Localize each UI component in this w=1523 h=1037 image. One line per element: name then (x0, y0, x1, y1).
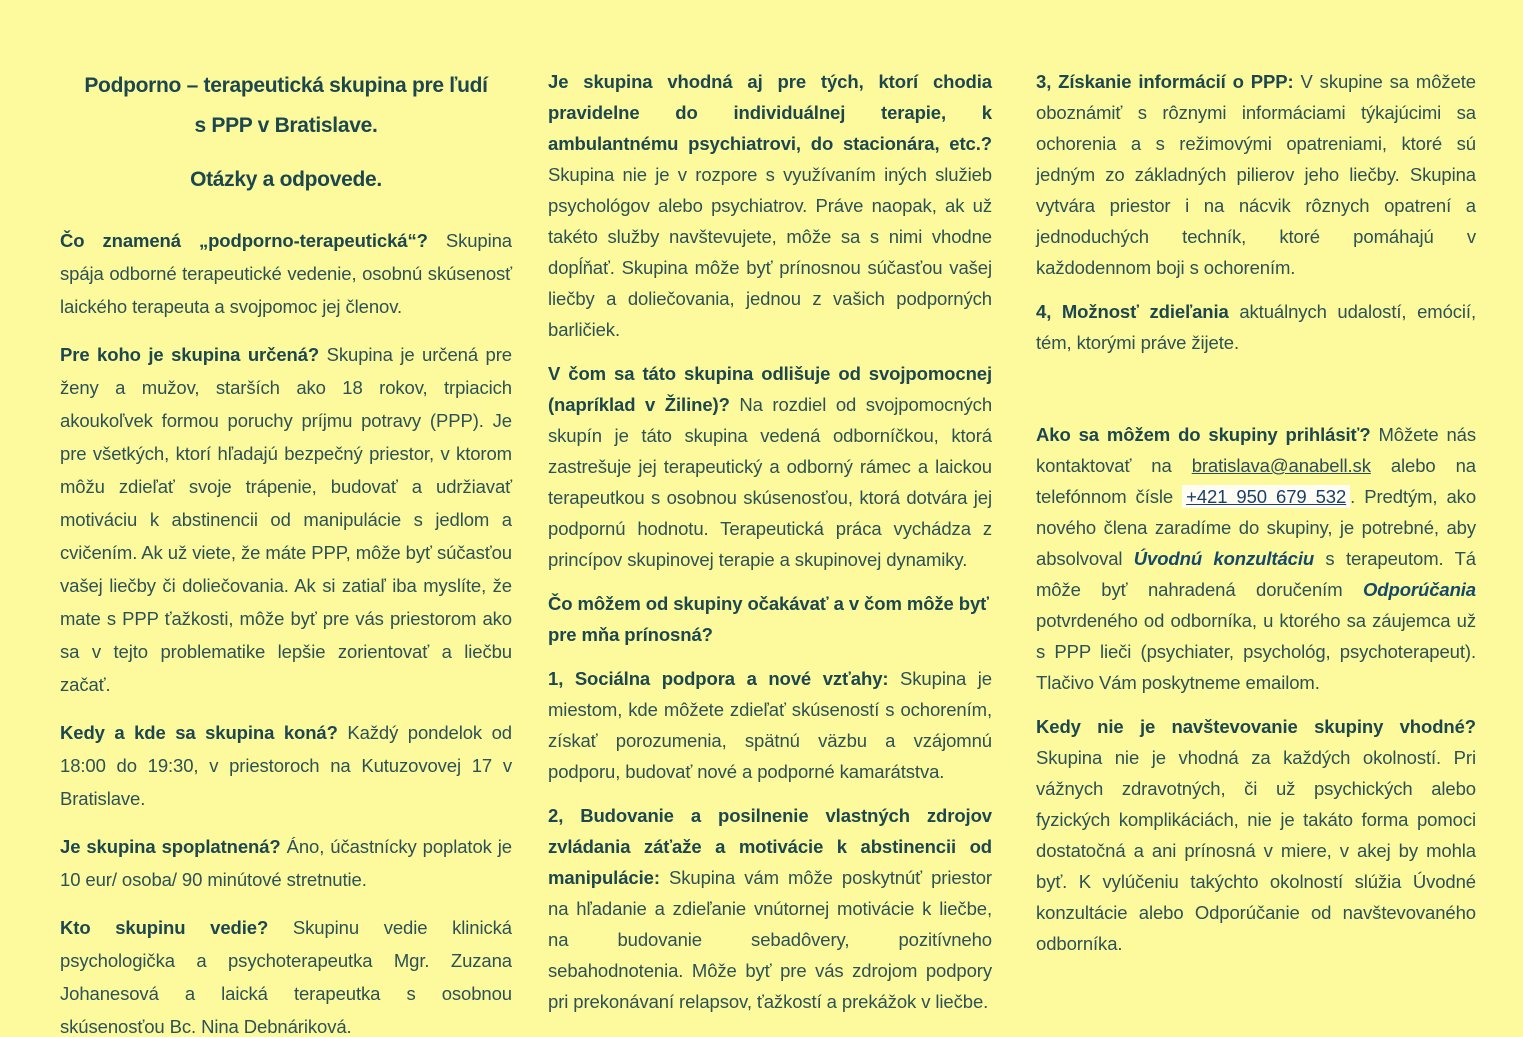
text-segment: Skupina je určená pre ženy a mužov, starších ako 18 rokov, trpiacich akoukoľvek formou poruchy príjmu potravy (PPP). Je pre všetkých, ktorí hľadajú bezpečný priestor, v ktorom môžu zdieľať svoje trápenie, budovať a udržiavať motiváciu k abstinencii od manipulácie s jedlom a cvičením. Ak už viete, že máte PPP, môže byť súčasťou vašej liečby či doliečovania. Ak si zatiaľ iba myslíte, že mate s PPP ťažkosti, môže byť pre vás priestorom ako sa v tejto problematike lepšie zorientovať a liečbu začať. (60, 344, 512, 695)
paragraph-what-means (60, 224, 512, 323)
question-lead: 2, Budovanie a posilnenie vlastných zdrojov zvládania záťaže a motivácie k abstinencii od manipulácie: (548, 805, 992, 888)
column-spacer (1036, 371, 1476, 419)
text-segment: . Predtým, ako nového člena zaradíme do skupiny, je potrebné, aby absolvoval (1036, 486, 1477, 569)
question-lead: 1, Sociálna podpora a nové vzťahy: (548, 668, 901, 689)
page-subtitle (60, 160, 512, 200)
question-lead: Je skupina vhodná aj pre tých, ktorí chodia pravidelne do individuálnej terapie, k ambulantnému psychiatrovi, do stacionára, etc.? (548, 71, 992, 154)
question-lead: Ako sa môžem do skupiny prihlásiť? (1036, 424, 1379, 445)
column-1 (60, 66, 512, 1037)
text-segment: Skupina nie je vhodná za každých okolností. Pri vážnych zdravotných, či už psychických alebo fyzických komplikáciách, nie je takáto forma pomoci dostatočná a ani prínosná v miere, v akej by mohla byť. K vylúčeniu takýchto okolností slúžia Úvodné konzultácie alebo Odporúčanie od navštevovaného odborníka. (1036, 747, 1476, 954)
text-segment: Skupinu vedie klinická psychologička a psychoterapeutka Mgr. Zuzana Johanesová a laická terapeutka s osobnou skúsenosťou Bc. Nina Debnáriková. (60, 917, 512, 1037)
paragraph-suitability (548, 66, 992, 345)
paragraph-for-whom (60, 338, 512, 701)
email-link[interactable]: bratislava@anabell.sk (1191, 455, 1371, 476)
question-lead: Čo znamená „podporno-terapeutická“? (60, 230, 446, 251)
paragraph-when-not-suitable (1036, 711, 1476, 959)
question-lead: V čom sa táto skupina odlišuje od svojpomocnej (napríklad v Žiline)? (548, 363, 992, 415)
question-lead: Pre koho je skupina určená? (60, 344, 327, 365)
paragraph-expectations-heading (548, 588, 992, 650)
text-segment: Skupina vám môže poskytnúť priestor na hľadanie a zdieľanie vnútornej motivácie k liečbe, na budovanie sebadôvery, pozitívneho sebahodnotenia. Môže byť pre vás zdrojom podpory pri prekonávaní relapsov, ťažkostí a prekážok v liečbe. (548, 867, 992, 1012)
text-segment: Odporúčania (1363, 579, 1476, 600)
question-lead: Čo môžem od skupiny očakávať a v čom môže byť pre mňa prínosná? (548, 593, 989, 645)
text-segment: Skupina nie je v rozpore s využívaním iných služieb psychológov alebo psychiatrov. Práve naopak, ak už takéto služby navštevujete, môže sa s nimi vhodne dopĺňať. Skupina môže byť prínosnou súčasťou vašej liečby a doliečovania, jednou z vašich podporných barličiek. (548, 164, 992, 340)
text-segment: Môžete nás kontaktovať na (1036, 424, 1477, 476)
paragraph-benefit-2 (548, 800, 992, 1017)
paragraph-who-leads (60, 911, 512, 1037)
paragraph-fee (60, 830, 512, 896)
question-lead: 4, Možnosť zdieľania (1036, 301, 1240, 322)
text-segment: Skupina je miestom, kde môžete zdieľať skúseností s ochorením, získať porozumenia, spätnú väzbu a vzájomnú podporu, budovať nové a podporné kamarátstva. (548, 668, 992, 782)
page-title-line: s PPP v Bratislave. (194, 114, 378, 137)
column-2 (548, 66, 992, 1030)
text-segment: Skupina spája odborné terapeutické vedenie, osobnú skúsenosť laického terapeuta a svojpomoc jej členov. (60, 230, 512, 317)
question-lead: Kedy a kde sa skupina koná? (60, 722, 348, 743)
question-lead: Je skupina spoplatnená? (60, 836, 287, 857)
text-segment: aktuálnych udalostí, emócií, tém, ktorými práve žijete. (1036, 301, 1476, 353)
page-title (60, 66, 512, 146)
paragraph-benefit-3 (1036, 66, 1476, 283)
paragraph-when-where (60, 716, 512, 815)
paragraph-benefit-1 (548, 663, 992, 787)
paragraph-benefit-4 (1036, 296, 1476, 358)
text-segment: Každý pondelok od 18:00 do 19:30, v priestoroch na Kutuzovovej 17 v Bratislave. (60, 722, 512, 809)
paragraph-how-to-register (1036, 419, 1476, 698)
columns-container (60, 66, 1477, 1037)
text-segment: potvrdeného od odborníka, u ktorého sa záujemca už s PPP lieči (psychiater, psychológ, psychoterapeut). Tlačivo Vám poskytneme emailom. (1036, 610, 1476, 693)
text-segment: s terapeutom. Tá môže byť nahradená doručením (1036, 548, 1476, 600)
text-segment: V skupine sa môžete oboznámiť s rôznymi informáciami týkajúcimi sa ochorenia a s režimovými opatreniami, ktoré sú jedným zo základných pilierov jeho liečby. Skupina vytvára priestor i na nácvik rôznych opatrení a jednoduchých techník, ktoré pomáhajú v každodennom boji s ochorením. (1036, 71, 1476, 278)
text-segment: Na rozdiel od svojpomocných skupín je táto skupina vedená odborníčkou, ktorá zastrešuje jej terapeutický a odborný rámec a laickou terapeutkou s osobnou skúsenosťou, ktorá dotvára jej podpornú hodnotu. Terapeutická práca vychádza z princípov skupinovej terapie a skupinovej dynamiky. (548, 394, 993, 570)
question-lead: Kto skupinu vedie? (60, 917, 293, 938)
page-subtitle-line: Otázky a odpovede. (190, 168, 382, 191)
paragraph-difference (548, 358, 992, 575)
text-segment: Úvodnú konzultáciu (1133, 548, 1315, 569)
question-lead: Kedy nie je navštevovanie skupiny vhodné? (1036, 716, 1476, 737)
page-title-line: Podporno – terapeutická skupina pre ľudí (84, 74, 488, 97)
text-segment: Áno, účastnícky poplatok je 10 eur/ osoba/ 90 minútové stretnutie. (60, 836, 512, 890)
question-lead: 3, Získanie informácií o PPP: (1036, 71, 1301, 92)
column-3 (1036, 66, 1476, 972)
text-segment: alebo na telefónnom čísle (1036, 455, 1476, 507)
phone-link[interactable]: +421 950 679 532 (1182, 485, 1350, 508)
